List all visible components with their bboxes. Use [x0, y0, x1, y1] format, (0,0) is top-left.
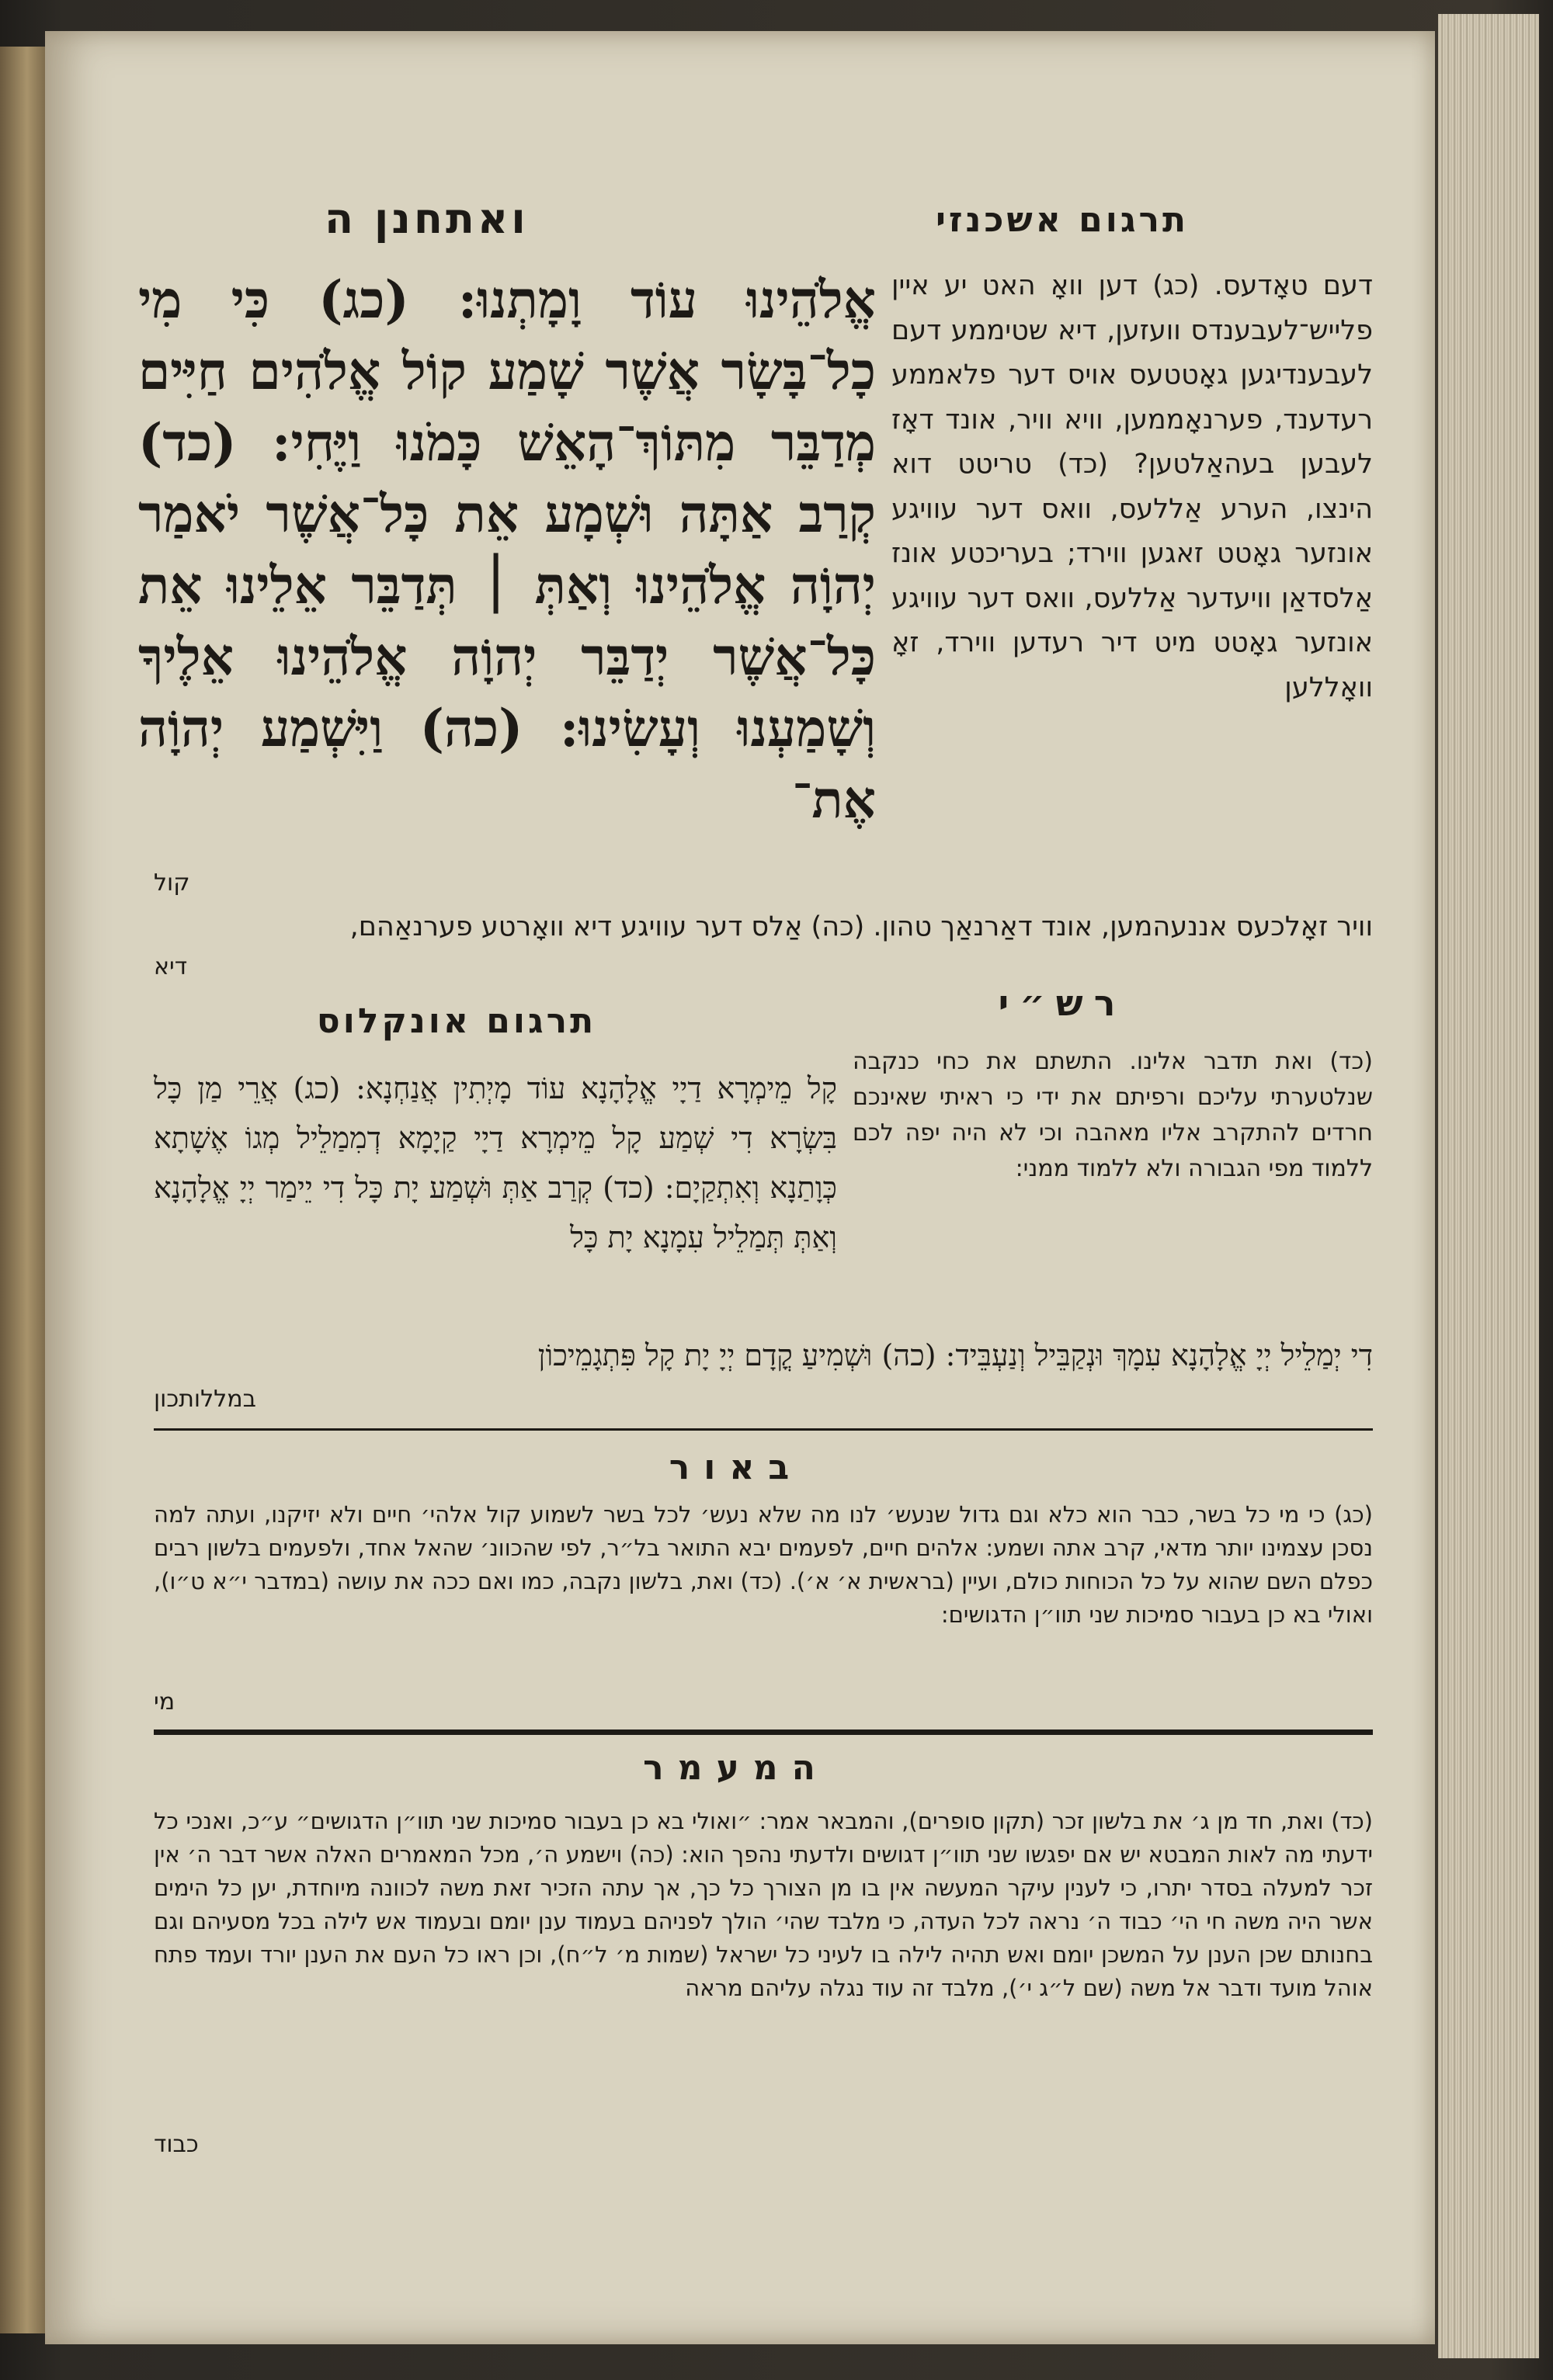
hameamer-title: המעמר: [643, 1748, 829, 1788]
onkelos-text: קָל מֵימְרָא דַיָי אֱלָהָנָא עוֹד מָיְתִין אֲנַחְנָא: (כג) אֲרֵי מַן כָּל בִּשְׂרָא דִי שְׁמַע קָל מֵימְרָא דַיָי קַיָמָא דְמִמַלֵיל מְגוֹ אֶשָׁתָא כְּוָתַנָא וְאִתְקַיָם: (כד) קְרַב אַתְּ וּשְׁמַע יָת כָּל דִי יֵימַר יְיָ אֱלָהָנָא וְאַתְּ תְּמַלֵיל עִמָנָא יָת כָּל: [154, 1071, 837, 1254]
torah-text: אֱלֹהֵינוּ עוֹד וָמָתְנוּ: (כג) כִּי מִי כָל־בָּשָׂר אֲשֶׁר שָׁמַע קוֹל אֱלֹהִים חַיִּים מְדַבֵּר מִתּוֹךְ־הָאֵשׁ כָּמֹנוּ וַיֶּחִי: (כד) קְרַב אַתָּה וּשְׁמָע אֵת כָּל־אֲשֶׁר יֹאמַר יְהוָֹה אֱלֹהֵינוּ וְאַתְּ ׀ תְּדַבֵּר אֵלֵינוּ אֵת כָּל־אֲשֶׁר יְדַבֵּר יְהוָֹה אֱלֹהֵינוּ אֵלֶיךָ וְשָׁמַעְנוּ וְעָשִׂינוּ: (כה) וַיִּשְׁמַע יְהוָֹה אֶת־: [138, 269, 876, 830]
targum-ashkenazi-header: תרגום אשכנזי: [935, 200, 1190, 240]
torah-catchword: קול: [154, 869, 190, 897]
onkelos-catchword: במללותכון: [154, 1386, 256, 1413]
biur-catchword: מי: [154, 1688, 175, 1716]
rashi-text: (כד) ואת תדבר אלינו. התשתם את כחי כנקבה שנלטערתי עליכם ורפיתם את ידי כי ראיתי שאינכם חרדים להתקרב אליו מאהבה וכי לא היה יפה לכם ללמוד מפי הגבורה ולא ללמוד ממני:: [853, 1048, 1373, 1182]
rashi-title: רש״י: [998, 982, 1127, 1024]
onkelos-title: תרגום אונקלוס: [316, 1001, 597, 1041]
section-divider-thick: [154, 1729, 1373, 1735]
hameamer-catchword: כבוד: [154, 2131, 199, 2158]
hameamer-text: (כד) ואת, חד מן ג׳ את בלשון זכר (תקון סופרים), והמבאר אמר: ״ואולי בא כן בעבור סמיכות שני תוו״ן הדגושים״ ע״כ, ואנכי כל ידעתי מה לאות המבטא יש אם יפגשו שני תוו״ן דגושים ולדעתי נהפך הוא: (כה) וישמע ה׳, מכל המאמרים האלה אשר דבר ה׳ אין זכר למעלה בסדר יתרו, כי לענין עיקר המעשה אין בו מן הצורך כל כך, אך עתה הזכיר זאת משה לכוונה מיוחדת, יען כל הימים אשר היה משה חי הי׳ כבוד ה׳ נראה לכל העדה, כי מלבד שהי׳ הולך לפניהם בעמוד ענן יומם ובעמוד אש לילה בכל מסעיהם וגם בחנותם שכן הענן על המשכן יומם ואש תהיה לילה בו לעיני כל ישראל (שמות מ׳ ל״ח), וכן ראו כל העם את הענן יורד ועמד פתח אוהל מועד ודבר אל משה (שם ל״ג י׳), מלבד זה עוד נגלה עליהם מראה: [154, 1808, 1373, 2001]
section-divider: [154, 1428, 1373, 1431]
page-edges: [1438, 14, 1539, 2358]
yiddish-catchword: דיא: [154, 953, 188, 980]
parasha-header: ואתחנן ה: [325, 194, 529, 243]
book-cover-edge: [0, 47, 45, 2333]
biur-text: (כג) כי מי כל בשר, כבר הוא כלא וגם גדול שנעש׳ לנו מה שלא נעש׳ לכל בשר לשמוע קול אלהי׳ חיים ולא יזיקנו, ועתה למה נסכן עצמינו יותר מדאי, קרב אתה ושמע: אלהים חיים, לפעמים יבא התואר בל״ר, לפי שהכוונ׳ שהאל אחד, ולפעמים בלשון רבים כפלם השם שהוא על כל הכוחות כולם, ועיין (בראשית א׳ א׳). (כד) ואת, בלשון נקבה, כמו ואם ככה את עושה (במדבר י״א ט״ו), ואולי בא כן בעבור סמיכות שני תוו״ן הדגושים:: [154, 1501, 1373, 1628]
book-page: [45, 31, 1435, 2344]
biur-title: באור: [669, 1448, 804, 1487]
yiddish-full-line: וויר זאָלכעס אננעהמען, אונד דאַרנאַך טהון. (כה) אַלס דער עוויגע דיא וואָרטע פערנאַהם,: [349, 911, 1373, 942]
yiddish-translation: דעם טאָדעס. (כג) דען וואָ האט יע איין פלייש־לעבענדס וועזען, דיא שטיממע דעם לעבענדיגען גאָטטעס אויס דער פלאממע רעדענד, פערנאָממען, וויא וויר, אונד דאָז לעבען בעהאַלטען? (כד) טריטט דוא הינצו, הערע אַללעס, וואס דער עוויגע אונזער גאָטט זאגען ווירד; בעריכטע אונז אַלסדאַן וויעדער אַללעס, וואס דער עוויגע אונזער גאָטט מיט דיר רעדען ווירד, זאָ וואָללען: [891, 270, 1373, 703]
onkelos-continuation: דִי יְמַלֵיל יְיָ אֱלָהָנָא עִמָךְ וּנְקַבֵּיל וְנַעְבֵּיד: (כה) וּשְׁמִיעַ קֳדָם יְיָ יָת קָל פִּתְגָמֵיכוֹן: [537, 1338, 1373, 1372]
